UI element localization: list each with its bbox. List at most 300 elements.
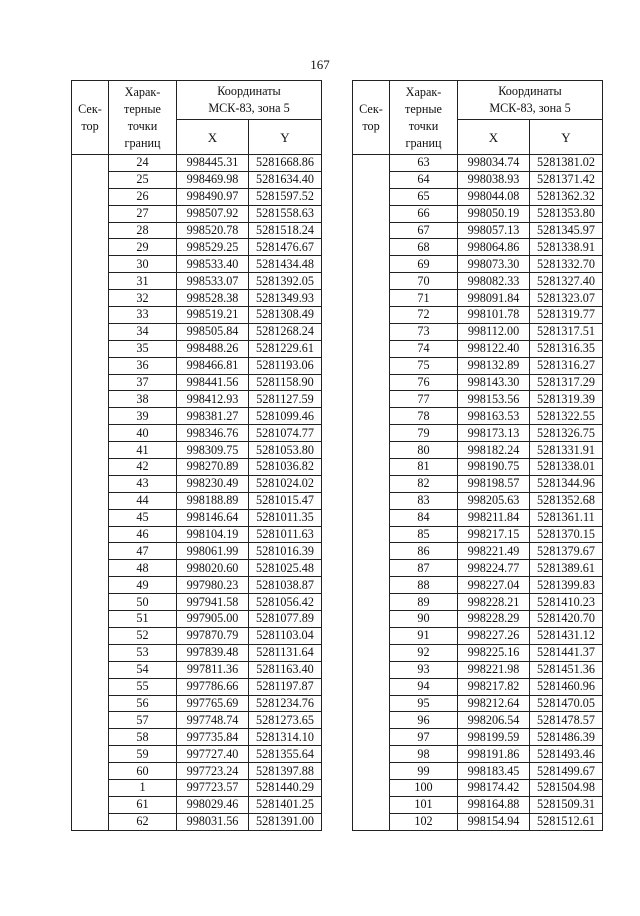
header-char-line1: Харак-	[405, 84, 442, 99]
point-number: 38	[109, 391, 177, 408]
x-coordinate: 998190.75	[458, 459, 530, 476]
point-number: 60	[109, 763, 177, 780]
x-coordinate: 998029.46	[177, 796, 249, 813]
y-coordinate: 5281361.11	[530, 509, 603, 526]
table-row	[72, 577, 322, 594]
point-number: 99	[390, 763, 458, 780]
y-coordinate: 5281074.77	[249, 425, 322, 442]
point-number: 45	[109, 509, 177, 526]
x-coordinate: 998132.89	[458, 357, 530, 374]
y-coordinate: 5281127.59	[249, 391, 322, 408]
y-coordinate: 5281317.29	[530, 374, 603, 391]
sector-cell	[353, 155, 390, 831]
x-coordinate: 998091.84	[458, 290, 530, 307]
point-number: 85	[390, 526, 458, 543]
point-number: 58	[109, 729, 177, 746]
x-coordinate: 998488.26	[177, 340, 249, 357]
y-coordinate: 5281011.35	[249, 509, 322, 526]
x-coordinate: 998057.13	[458, 222, 530, 239]
y-coordinate: 5281392.05	[249, 273, 322, 290]
table-row	[72, 543, 322, 560]
x-coordinate: 998309.75	[177, 442, 249, 459]
y-coordinate: 5281158.90	[249, 374, 322, 391]
x-coordinate: 998163.53	[458, 408, 530, 425]
y-coordinate: 5281314.10	[249, 729, 322, 746]
point-number: 51	[109, 611, 177, 628]
header-x: X	[458, 120, 530, 155]
point-number: 84	[390, 509, 458, 526]
point-number: 100	[390, 779, 458, 796]
x-coordinate: 998227.26	[458, 627, 530, 644]
header-coord-line2: МСК-83, зона 5	[208, 101, 290, 115]
point-number: 27	[109, 205, 177, 222]
x-coordinate: 998445.31	[177, 155, 249, 172]
x-coordinate: 998154.94	[458, 813, 530, 830]
x-coordinate: 998050.19	[458, 205, 530, 222]
y-coordinate: 5281332.70	[530, 256, 603, 273]
y-coordinate: 5281345.97	[530, 222, 603, 239]
point-number: 66	[390, 205, 458, 222]
point-number: 78	[390, 408, 458, 425]
x-coordinate: 998466.81	[177, 357, 249, 374]
point-number: 93	[390, 661, 458, 678]
table-row	[353, 611, 603, 628]
point-number: 40	[109, 425, 177, 442]
y-coordinate: 5281099.46	[249, 408, 322, 425]
x-coordinate: 998173.13	[458, 425, 530, 442]
point-number: 70	[390, 273, 458, 290]
y-coordinate: 5281316.27	[530, 357, 603, 374]
table-row	[353, 425, 603, 442]
y-coordinate: 5281327.40	[530, 273, 603, 290]
y-coordinate: 5281362.32	[530, 188, 603, 205]
point-number: 43	[109, 475, 177, 492]
table-row	[72, 644, 322, 661]
y-coordinate: 5281322.55	[530, 408, 603, 425]
x-coordinate: 998031.56	[177, 813, 249, 830]
point-number: 34	[109, 323, 177, 340]
y-coordinate: 5281499.67	[530, 763, 603, 780]
x-coordinate: 998441.56	[177, 374, 249, 391]
point-number: 73	[390, 323, 458, 340]
x-coordinate: 998143.30	[458, 374, 530, 391]
y-coordinate: 5281441.37	[530, 644, 603, 661]
y-coordinate: 5281131.64	[249, 644, 322, 661]
point-number: 95	[390, 695, 458, 712]
x-coordinate: 997786.66	[177, 678, 249, 695]
x-coordinate: 998191.86	[458, 746, 530, 763]
x-coordinate: 998381.27	[177, 408, 249, 425]
point-number: 98	[390, 746, 458, 763]
point-number: 97	[390, 729, 458, 746]
table-row	[353, 729, 603, 746]
table-row	[353, 273, 603, 290]
header-char-line2: терные	[405, 101, 442, 116]
table-row	[72, 678, 322, 695]
x-coordinate: 998182.24	[458, 442, 530, 459]
x-coordinate: 998199.59	[458, 729, 530, 746]
point-number: 94	[390, 678, 458, 695]
x-coordinate: 998188.89	[177, 492, 249, 509]
table-row	[353, 155, 603, 172]
x-coordinate: 998064.86	[458, 239, 530, 256]
sector-cell	[72, 155, 109, 831]
y-coordinate: 5281352.68	[530, 492, 603, 509]
point-number: 72	[390, 307, 458, 324]
x-coordinate: 998221.49	[458, 543, 530, 560]
table-row	[353, 475, 603, 492]
point-number: 33	[109, 307, 177, 324]
header-sector-line1: Сек-	[359, 101, 383, 116]
point-number: 57	[109, 712, 177, 729]
y-coordinate: 5281451.36	[530, 661, 603, 678]
y-coordinate: 5281410.23	[530, 594, 603, 611]
point-number: 36	[109, 357, 177, 374]
table-row	[72, 273, 322, 290]
table-row	[353, 442, 603, 459]
header-boundary-points	[109, 81, 177, 155]
x-coordinate: 998212.64	[458, 695, 530, 712]
point-number: 59	[109, 746, 177, 763]
table-row	[72, 188, 322, 205]
table-row	[353, 779, 603, 796]
point-number: 26	[109, 188, 177, 205]
table-row	[72, 594, 322, 611]
table-row	[72, 779, 322, 796]
table-row	[72, 290, 322, 307]
header-sector	[72, 81, 109, 155]
page-number: 167	[310, 57, 330, 72]
x-coordinate: 998490.97	[177, 188, 249, 205]
y-coordinate: 5281234.76	[249, 695, 322, 712]
table-row	[72, 509, 322, 526]
point-number: 55	[109, 678, 177, 695]
point-number: 87	[390, 560, 458, 577]
x-coordinate: 998038.93	[458, 171, 530, 188]
x-coordinate: 998112.00	[458, 323, 530, 340]
table-row	[353, 357, 603, 374]
table-row	[72, 155, 322, 172]
table-body-left	[72, 155, 322, 831]
y-coordinate: 5281319.77	[530, 307, 603, 324]
table-row	[72, 695, 322, 712]
table-row	[72, 611, 322, 628]
x-coordinate: 997980.23	[177, 577, 249, 594]
point-number: 56	[109, 695, 177, 712]
table-row	[353, 340, 603, 357]
point-number: 67	[390, 222, 458, 239]
y-coordinate: 5281504.98	[530, 779, 603, 796]
header-sector-line2: тор	[81, 118, 99, 133]
point-number: 50	[109, 594, 177, 611]
point-number: 64	[390, 171, 458, 188]
header-char-line4: границ	[124, 135, 161, 150]
table-row	[353, 526, 603, 543]
point-number: 37	[109, 374, 177, 391]
table-row	[353, 188, 603, 205]
point-number: 81	[390, 459, 458, 476]
point-number: 62	[109, 813, 177, 830]
y-coordinate: 5281056.42	[249, 594, 322, 611]
table-row	[353, 290, 603, 307]
y-coordinate: 5281268.24	[249, 323, 322, 340]
x-coordinate: 998082.33	[458, 273, 530, 290]
point-number: 77	[390, 391, 458, 408]
y-coordinate: 5281053.80	[249, 442, 322, 459]
y-coordinate: 5281193.06	[249, 357, 322, 374]
table-row	[72, 475, 322, 492]
point-number: 74	[390, 340, 458, 357]
table-row	[353, 543, 603, 560]
header-boundary-points	[390, 81, 458, 155]
y-coordinate: 5281381.02	[530, 155, 603, 172]
y-coordinate: 5281389.61	[530, 560, 603, 577]
point-number: 83	[390, 492, 458, 509]
y-coordinate: 5281397.88	[249, 763, 322, 780]
header-coordinates	[458, 81, 603, 120]
table-body-right	[353, 155, 603, 831]
y-coordinate: 5281015.47	[249, 492, 322, 509]
table-row	[72, 526, 322, 543]
table-row	[72, 442, 322, 459]
header-char-line3: точки	[127, 118, 158, 133]
header-coord-line2: МСК-83, зона 5	[489, 101, 571, 115]
header-coord-line1: Координаты	[498, 84, 562, 98]
x-coordinate: 997727.40	[177, 746, 249, 763]
header-sector	[353, 81, 390, 155]
x-coordinate: 997765.69	[177, 695, 249, 712]
point-number: 32	[109, 290, 177, 307]
x-coordinate: 998034.74	[458, 155, 530, 172]
y-coordinate: 5281197.87	[249, 678, 322, 695]
point-number: 44	[109, 492, 177, 509]
x-coordinate: 998044.08	[458, 188, 530, 205]
y-coordinate: 5281486.39	[530, 729, 603, 746]
y-coordinate: 5281273.65	[249, 712, 322, 729]
x-coordinate: 998061.99	[177, 543, 249, 560]
table-row	[72, 425, 322, 442]
header-char-line3: точки	[408, 118, 439, 133]
x-coordinate: 998469.98	[177, 171, 249, 188]
coordinates-table-right	[352, 80, 603, 831]
x-coordinate: 998412.93	[177, 391, 249, 408]
table-row	[353, 509, 603, 526]
y-coordinate: 5281024.02	[249, 475, 322, 492]
x-coordinate: 998533.07	[177, 273, 249, 290]
y-coordinate: 5281509.31	[530, 796, 603, 813]
y-coordinate: 5281163.40	[249, 661, 322, 678]
point-number: 47	[109, 543, 177, 560]
point-number: 82	[390, 475, 458, 492]
header-sector-line1: Сек-	[78, 101, 102, 116]
x-coordinate: 998211.84	[458, 509, 530, 526]
table-row	[353, 796, 603, 813]
table-row	[72, 374, 322, 391]
x-coordinate: 998104.19	[177, 526, 249, 543]
point-number: 48	[109, 560, 177, 577]
x-coordinate: 998221.98	[458, 661, 530, 678]
x-coordinate: 998228.21	[458, 594, 530, 611]
header-x: X	[177, 120, 249, 155]
y-coordinate: 5281401.25	[249, 796, 322, 813]
y-coordinate: 5281353.80	[530, 205, 603, 222]
point-number: 90	[390, 611, 458, 628]
x-coordinate: 998519.21	[177, 307, 249, 324]
table-row	[72, 729, 322, 746]
x-coordinate: 998073.30	[458, 256, 530, 273]
x-coordinate: 998505.84	[177, 323, 249, 340]
x-coordinate: 998206.54	[458, 712, 530, 729]
y-coordinate: 5281391.00	[249, 813, 322, 830]
table-row	[72, 763, 322, 780]
y-coordinate: 5281317.51	[530, 323, 603, 340]
table-row	[353, 492, 603, 509]
table-row	[353, 678, 603, 695]
x-coordinate: 997735.84	[177, 729, 249, 746]
point-number: 35	[109, 340, 177, 357]
point-number: 89	[390, 594, 458, 611]
point-number: 68	[390, 239, 458, 256]
y-coordinate: 5281038.87	[249, 577, 322, 594]
point-number: 69	[390, 256, 458, 273]
x-coordinate: 997811.36	[177, 661, 249, 678]
table-row	[72, 222, 322, 239]
table-row	[353, 222, 603, 239]
point-number: 31	[109, 273, 177, 290]
header-coordinates	[177, 81, 322, 120]
point-number: 86	[390, 543, 458, 560]
y-coordinate: 5281558.63	[249, 205, 322, 222]
x-coordinate: 998230.49	[177, 475, 249, 492]
x-coordinate: 998122.40	[458, 340, 530, 357]
y-coordinate: 5281431.12	[530, 627, 603, 644]
header-coord-line1: Координаты	[217, 84, 281, 98]
table-row	[72, 746, 322, 763]
y-coordinate: 5281370.15	[530, 526, 603, 543]
table-row	[353, 391, 603, 408]
table-row	[353, 239, 603, 256]
point-number: 88	[390, 577, 458, 594]
point-number: 75	[390, 357, 458, 374]
x-coordinate: 998101.78	[458, 307, 530, 324]
point-number: 39	[109, 408, 177, 425]
table-row	[72, 391, 322, 408]
point-number: 28	[109, 222, 177, 239]
y-coordinate: 5281355.64	[249, 746, 322, 763]
point-number: 65	[390, 188, 458, 205]
x-coordinate: 997941.58	[177, 594, 249, 611]
x-coordinate: 998533.40	[177, 256, 249, 273]
x-coordinate: 998174.42	[458, 779, 530, 796]
y-coordinate: 5281460.96	[530, 678, 603, 695]
y-coordinate: 5281316.35	[530, 340, 603, 357]
table-row	[353, 171, 603, 188]
y-coordinate: 5281326.75	[530, 425, 603, 442]
y-coordinate: 5281025.48	[249, 560, 322, 577]
table-row	[353, 763, 603, 780]
table-row	[353, 627, 603, 644]
point-number: 52	[109, 627, 177, 644]
x-coordinate: 998146.64	[177, 509, 249, 526]
x-coordinate: 997905.00	[177, 611, 249, 628]
x-coordinate: 998227.04	[458, 577, 530, 594]
table-row	[72, 323, 322, 340]
x-coordinate: 998528.38	[177, 290, 249, 307]
y-coordinate: 5281319.39	[530, 391, 603, 408]
table-row	[72, 357, 322, 374]
y-coordinate: 5281338.01	[530, 459, 603, 476]
y-coordinate: 5281331.91	[530, 442, 603, 459]
x-coordinate: 998217.82	[458, 678, 530, 695]
point-number: 96	[390, 712, 458, 729]
y-coordinate: 5281478.57	[530, 712, 603, 729]
x-coordinate: 997839.48	[177, 644, 249, 661]
y-coordinate: 5281016.39	[249, 543, 322, 560]
x-coordinate: 997870.79	[177, 627, 249, 644]
x-coordinate: 998153.56	[458, 391, 530, 408]
table-row	[72, 712, 322, 729]
table-row	[72, 560, 322, 577]
header-y: Y	[249, 120, 322, 155]
point-number: 102	[390, 813, 458, 830]
y-coordinate: 5281434.48	[249, 256, 322, 273]
y-coordinate: 5281349.93	[249, 290, 322, 307]
table-row	[72, 256, 322, 273]
point-number: 71	[390, 290, 458, 307]
x-coordinate: 998224.77	[458, 560, 530, 577]
table-row	[72, 171, 322, 188]
point-number: 101	[390, 796, 458, 813]
point-number: 79	[390, 425, 458, 442]
y-coordinate: 5281668.86	[249, 155, 322, 172]
point-number: 76	[390, 374, 458, 391]
table-row	[72, 661, 322, 678]
y-coordinate: 5281077.89	[249, 611, 322, 628]
table-row	[353, 459, 603, 476]
point-number: 30	[109, 256, 177, 273]
y-coordinate: 5281371.42	[530, 171, 603, 188]
point-number: 29	[109, 239, 177, 256]
coordinates-table-left	[71, 80, 322, 831]
x-coordinate: 998225.16	[458, 644, 530, 661]
table-row	[353, 205, 603, 222]
table-row	[72, 205, 322, 222]
y-coordinate: 5281379.67	[530, 543, 603, 560]
table-row	[353, 408, 603, 425]
table-row	[72, 459, 322, 476]
point-number: 80	[390, 442, 458, 459]
table-row	[353, 712, 603, 729]
table-row	[72, 340, 322, 357]
y-coordinate: 5281476.67	[249, 239, 322, 256]
header-char-line4: границ	[405, 135, 442, 150]
x-coordinate: 997748.74	[177, 712, 249, 729]
y-coordinate: 5281493.46	[530, 746, 603, 763]
x-coordinate: 998020.60	[177, 560, 249, 577]
point-number: 24	[109, 155, 177, 172]
table-row	[72, 307, 322, 324]
table-row	[353, 307, 603, 324]
table-row	[353, 594, 603, 611]
header-char-line1: Харак-	[124, 84, 161, 99]
point-number: 53	[109, 644, 177, 661]
table-row	[72, 239, 322, 256]
y-coordinate: 5281103.04	[249, 627, 322, 644]
y-coordinate: 5281470.05	[530, 695, 603, 712]
point-number: 25	[109, 171, 177, 188]
x-coordinate: 997723.24	[177, 763, 249, 780]
y-coordinate: 5281308.49	[249, 307, 322, 324]
